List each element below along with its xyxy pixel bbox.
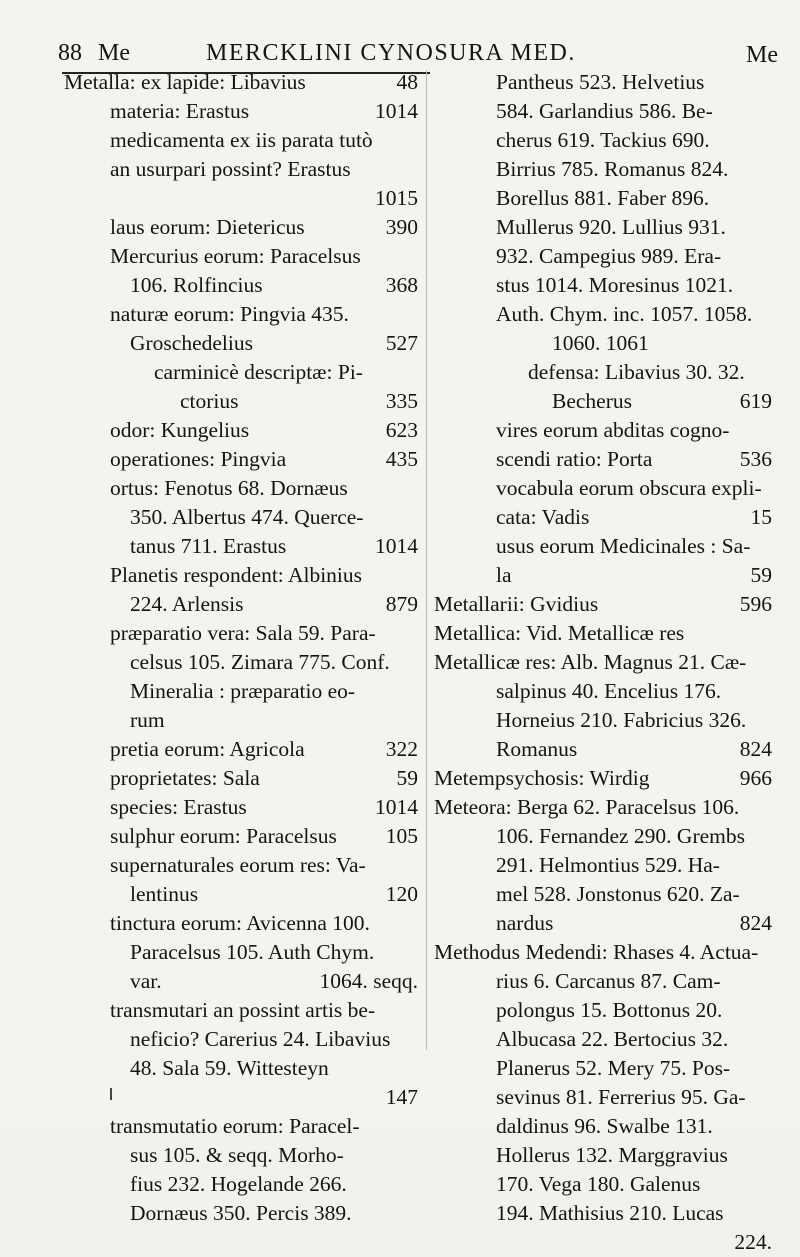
index-entry-text: Planetis respondent: Albinius	[110, 563, 363, 587]
index-line	[434, 503, 772, 532]
index-entry-text: rius 6. Carcanus 87. Cam-	[496, 969, 721, 993]
index-entry-text: fius 232. Hogelande 266.	[130, 1172, 347, 1196]
index-line	[64, 416, 418, 445]
index-entry-page: 105	[385, 824, 418, 848]
left-column	[64, 68, 418, 1228]
index-entry-text: 48. Sala 59. Wittesteyn	[130, 1056, 329, 1080]
index-line	[64, 503, 418, 532]
index-line	[64, 822, 418, 851]
index-entry-text: salpinus 40. Encelius 176.	[496, 679, 722, 703]
index-entry-text: Metallicæ res: Alb. Magnus 21. Cæ-	[434, 650, 747, 674]
index-line	[434, 561, 772, 590]
index-line	[434, 590, 772, 619]
index-line	[434, 967, 772, 996]
index-entry-text: transmutatio eorum: Paracel-	[110, 1114, 360, 1138]
index-entry-text: celsus 105. Zimara 775. Conf.	[130, 650, 390, 674]
index-line	[434, 416, 772, 445]
index-entry-text: ortus: Fenotus 68. Dornæus	[110, 476, 348, 500]
index-line	[64, 1112, 418, 1141]
index-line	[434, 822, 772, 851]
index-entry-page: 1015	[375, 186, 418, 210]
index-entry-text: transmutari an possint artis be-	[110, 998, 376, 1022]
index-entry-page: 623	[385, 418, 418, 442]
index-entry-page: 120	[385, 882, 418, 906]
index-entry-text: Pantheus 523. Helvetius	[496, 70, 705, 94]
index-entry-text: medicamenta ex iis parata tutò	[110, 128, 373, 152]
index-entry-page: 435	[385, 447, 418, 471]
index-line	[434, 1170, 772, 1199]
index-entry-text: Mineralia : præparatio eo-	[130, 679, 356, 703]
margin-mark	[110, 1088, 112, 1100]
index-line	[64, 532, 418, 561]
index-entry-text: sus 105. & seqq. Morho-	[130, 1143, 344, 1167]
index-entry-text: species: Erastus	[110, 795, 247, 819]
index-line	[434, 1228, 772, 1257]
index-entry-text: cata: Vadis	[496, 505, 590, 529]
index-entry-text: 584. Garlandius 586. Be-	[496, 99, 713, 123]
index-entry-page: 147	[385, 1085, 418, 1109]
index-line	[64, 764, 418, 793]
index-line	[434, 213, 772, 242]
index-entry-text: materia: Erastus	[110, 99, 250, 123]
index-entry-text: 106. Fernandez 290. Grembs	[496, 824, 745, 848]
index-line	[64, 445, 418, 474]
index-line	[64, 967, 418, 996]
index-entry-page: 390	[385, 215, 418, 239]
index-line	[64, 793, 418, 822]
index-line	[64, 184, 418, 213]
running-header	[58, 30, 778, 70]
index-entry-text: Methodus Medendi: Rhases 4. Actua-	[434, 940, 759, 964]
index-entry-text: 194. Mathisius 210. Lucas	[496, 1201, 724, 1225]
index-entry-text: lentinus	[130, 882, 199, 906]
index-line	[434, 445, 772, 474]
index-entry-text: cherus 619. Tackius 690.	[496, 128, 710, 152]
index-entry-text: Metempsychosis: Wirdig	[434, 766, 650, 790]
index-line	[434, 1054, 772, 1083]
index-line	[434, 126, 772, 155]
index-entry-text: 224. Arlensis	[130, 592, 244, 616]
index-entry-text: ctorius	[180, 389, 239, 413]
index-entry-page: 1014	[375, 795, 418, 819]
index-entry-page: 322	[385, 737, 418, 761]
index-line	[434, 1025, 772, 1054]
index-entry-page: 224.	[734, 1230, 772, 1254]
index-line	[64, 648, 418, 677]
index-entry-text: mel 528. Jonstonus 620. Za-	[496, 882, 740, 906]
index-line	[434, 1112, 772, 1141]
index-entry-page: 596	[739, 592, 772, 616]
index-line	[64, 1025, 418, 1054]
index-entry-page: 59	[750, 563, 772, 587]
index-entry-text: 106. Rolfincius	[130, 273, 263, 297]
index-entry-text: sulphur eorum: Paracelsus	[110, 824, 337, 848]
index-entry-text: Groschedelius	[130, 331, 253, 355]
index-line	[434, 996, 772, 1025]
index-entry-text: usus eorum Medicinales : Sa-	[496, 534, 751, 558]
index-line	[434, 184, 772, 213]
index-line	[434, 532, 772, 561]
index-line	[434, 793, 772, 822]
index-entry-text: nardus	[496, 911, 554, 935]
index-entry-page: 536	[739, 447, 772, 471]
index-entry-text: Horneius 210. Fabricius 326.	[496, 708, 747, 732]
index-line	[64, 1199, 418, 1228]
index-line	[434, 735, 772, 764]
index-line	[64, 706, 418, 735]
index-entry-page: 1014	[375, 534, 418, 558]
index-entry-text: Paracelsus 105. Auth Chym.	[130, 940, 375, 964]
index-line	[64, 1170, 418, 1199]
left-catchword: Me	[98, 40, 130, 66]
index-line	[64, 561, 418, 590]
index-line	[64, 300, 418, 329]
index-entry-text: Metallica: Vid. Metallicæ res	[434, 621, 685, 645]
index-line	[64, 619, 418, 648]
index-line	[64, 242, 418, 271]
index-entry-text: præparatio vera: Sala 59. Para-	[110, 621, 376, 645]
index-line	[434, 764, 772, 793]
index-entry-text: operationes: Pingvia	[110, 447, 287, 471]
index-line	[64, 213, 418, 242]
index-entry-text: supernaturales eorum res: Va-	[110, 853, 366, 877]
right-column	[434, 68, 772, 1257]
index-entry-text: 932. Campegius 989. Era-	[496, 244, 722, 268]
index-entry-text: Hollerus 132. Marggravius	[496, 1143, 728, 1167]
index-entry-text: proprietates: Sala	[110, 766, 260, 790]
index-line	[64, 851, 418, 880]
index-line	[434, 1199, 772, 1228]
index-line	[434, 242, 772, 271]
index-entry-page: 1064. seqq.	[319, 969, 418, 993]
index-line	[434, 97, 772, 126]
index-entry-page: 879	[385, 592, 418, 616]
index-entry-page: 368	[385, 273, 418, 297]
index-entry-page: 335	[385, 389, 418, 413]
index-line	[64, 909, 418, 938]
index-entry-text: vocabula eorum obscura expli-	[496, 476, 762, 500]
index-entry-page: 619	[739, 389, 772, 413]
index-entry-text: 1060. 1061	[552, 331, 649, 355]
index-entry-text: tinctura eorum: Avicenna 100.	[110, 911, 370, 935]
index-entry-text: naturæ eorum: Pingvia 435.	[110, 302, 349, 326]
index-line	[64, 387, 418, 416]
index-entry-text: Metallarii: Gvidius	[434, 592, 599, 616]
index-line	[64, 996, 418, 1025]
index-entry-text: laus eorum: Dietericus	[110, 215, 305, 239]
right-catchword: Me	[746, 42, 778, 68]
index-line	[434, 938, 772, 967]
index-entry-text: Romanus	[496, 737, 578, 761]
index-line	[434, 909, 772, 938]
index-entry-text: neficio? Carerius 24. Libavius	[130, 1027, 391, 1051]
index-line	[434, 1083, 772, 1112]
index-line	[434, 155, 772, 184]
index-entry-text: 170. Vega 180. Galenus	[496, 1172, 701, 1196]
index-line	[64, 329, 418, 358]
index-line	[64, 590, 418, 619]
index-entry-text: daldinus 96. Swalbe 131.	[496, 1114, 713, 1138]
index-line	[64, 735, 418, 764]
index-entry-text: Metalla: ex lapide: Libavius	[64, 70, 306, 94]
index-line	[64, 1141, 418, 1170]
index-line	[434, 271, 772, 300]
index-line	[434, 880, 772, 909]
index-entry-text: Albucasa 22. Bertocius 32.	[496, 1027, 729, 1051]
index-line	[64, 271, 418, 300]
index-entry-text: var.	[130, 969, 162, 993]
index-entry-text: carminicè descriptæ: Pi-	[154, 360, 363, 384]
page-title: MERCKLINI CYNOSURA MED.	[206, 40, 576, 66]
index-entry-text: sevinus 81. Ferrerius 95. Ga-	[496, 1085, 746, 1109]
index-entry-text: tanus 711. Erastus	[130, 534, 287, 558]
index-entry-text: an usurpari possint? Erastus	[110, 157, 351, 181]
index-entry-text: pretia eorum: Agricola	[110, 737, 305, 761]
index-line	[434, 851, 772, 880]
page-number: 88	[58, 40, 82, 66]
index-line	[434, 329, 772, 358]
index-entry-page: 966	[739, 766, 772, 790]
index-line	[434, 648, 772, 677]
index-line	[64, 1054, 418, 1083]
index-entry-text: Auth. Chym. inc. 1057. 1058.	[496, 302, 753, 326]
index-line	[64, 68, 418, 97]
index-entry-text: Dornæus 350. Percis 389.	[130, 1201, 352, 1225]
index-entry-page: 48	[396, 70, 418, 94]
index-line	[434, 358, 772, 387]
index-line	[434, 1141, 772, 1170]
index-entry-text: polongus 15. Bottonus 20.	[496, 998, 723, 1022]
index-entry-text: 350. Albertus 474. Querce-	[130, 505, 364, 529]
index-entry-page: 824	[739, 911, 772, 935]
index-line	[434, 300, 772, 329]
index-line	[434, 619, 772, 648]
index-entry-text: rum	[130, 708, 165, 732]
index-entry-page: 15	[750, 505, 772, 529]
index-entry-text: odor: Kungelius	[110, 418, 250, 442]
index-line	[64, 677, 418, 706]
index-entry-text: Borellus 881. Faber 896.	[496, 186, 710, 210]
index-entry-page: 527	[385, 331, 418, 355]
index-line	[434, 387, 772, 416]
index-entry-text: stus 1014. Moresinus 1021.	[496, 273, 734, 297]
index-line	[64, 358, 418, 387]
index-line	[64, 155, 418, 184]
index-entry-text: Becherus	[552, 389, 632, 413]
index-entry-text: Mercurius eorum: Paracelsus	[110, 244, 361, 268]
index-entry-text: scendi ratio: Porta	[496, 447, 653, 471]
index-line	[64, 474, 418, 503]
index-line	[64, 97, 418, 126]
index-line	[64, 126, 418, 155]
index-entry-page: 1014	[375, 99, 418, 123]
index-entry-text: Mullerus 920. Lullius 931.	[496, 215, 726, 239]
index-line	[64, 1083, 418, 1112]
index-line	[64, 938, 418, 967]
index-entry-text: Meteora: Berga 62. Paracelsus 106.	[434, 795, 740, 819]
index-entry-text: vires eorum abditas cogno-	[496, 418, 730, 442]
index-entry-text: Planerus 52. Mery 75. Pos-	[496, 1056, 731, 1080]
index-line	[434, 474, 772, 503]
column-separator	[426, 70, 427, 1050]
index-line	[64, 880, 418, 909]
index-entry-text: 291. Helmontius 529. Ha-	[496, 853, 720, 877]
index-line	[434, 68, 772, 97]
index-line	[434, 706, 772, 735]
index-entry-text: la	[496, 563, 512, 587]
index-entry-text: defensa: Libavius 30. 32.	[528, 360, 745, 384]
index-entry-page: 824	[739, 737, 772, 761]
index-entry-page: 59	[396, 766, 418, 790]
index-line	[434, 677, 772, 706]
index-entry-text: Birrius 785. Romanus 824.	[496, 157, 729, 181]
